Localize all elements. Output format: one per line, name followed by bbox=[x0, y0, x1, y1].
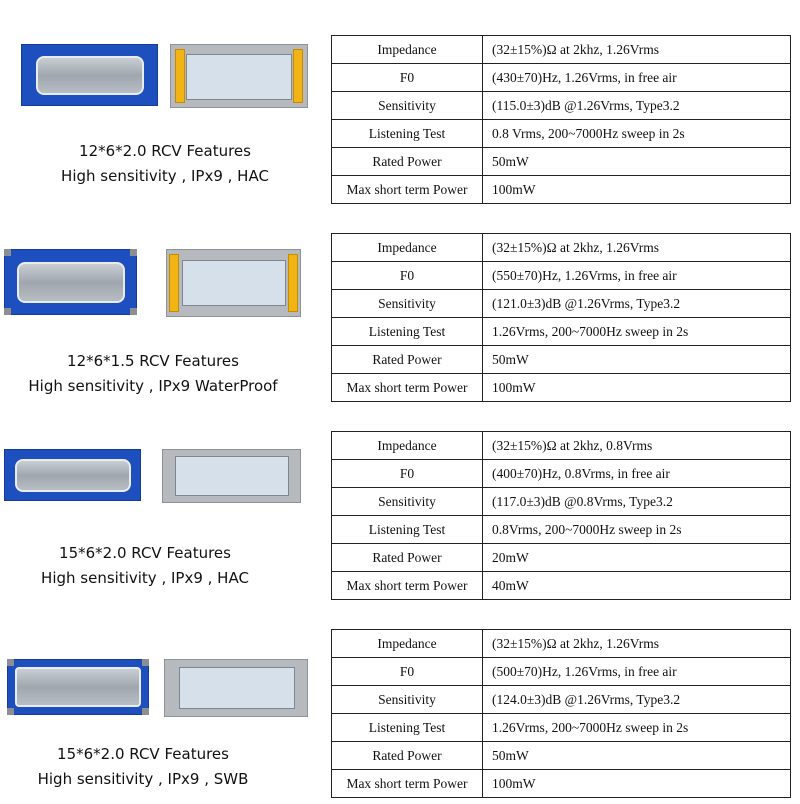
spec-label: F0 bbox=[332, 64, 483, 92]
product-title: 12*6*1.5 RCV Features bbox=[67, 352, 239, 370]
spec-value: 0.8Vrms, 200~7000Hz sweep in 2s bbox=[483, 516, 791, 544]
spec-label: F0 bbox=[332, 460, 483, 488]
table-row bbox=[332, 374, 791, 402]
table-row bbox=[332, 686, 791, 714]
table-row bbox=[332, 714, 791, 742]
spec-value: (400±70)Hz, 0.8Vrms, in free air bbox=[483, 460, 791, 488]
spec-value: (124.0±3)dB @1.26Vrms, Type3.2 bbox=[483, 686, 791, 714]
table-row bbox=[332, 488, 791, 516]
spec-value: 100mW bbox=[483, 374, 791, 402]
receiver-back-image bbox=[166, 249, 301, 317]
spec-label: Impedance bbox=[332, 432, 483, 460]
spec-value: (121.0±3)dB @1.26Vrms, Type3.2 bbox=[483, 290, 791, 318]
spec-table bbox=[331, 629, 791, 798]
spec-label: Sensitivity bbox=[332, 686, 483, 714]
spec-value: 40mW bbox=[483, 572, 791, 600]
table-row bbox=[332, 290, 791, 318]
spec-label: Sensitivity bbox=[332, 92, 483, 120]
spec-label: Sensitivity bbox=[332, 290, 483, 318]
spec-value: 50mW bbox=[483, 148, 791, 176]
table-row bbox=[332, 64, 791, 92]
product-caption bbox=[0, 349, 318, 399]
spec-value: (32±15%)Ω at 2khz, 1.26Vrms bbox=[483, 630, 791, 658]
spec-label: Rated Power bbox=[332, 742, 483, 770]
spec-label: Max short term Power bbox=[332, 176, 483, 204]
spec-label: Max short term Power bbox=[332, 770, 483, 798]
spec-value: 100mW bbox=[483, 770, 791, 798]
receiver-front-image bbox=[21, 44, 158, 106]
product-block bbox=[0, 629, 800, 799]
product-block bbox=[0, 431, 800, 601]
table-row bbox=[332, 234, 791, 262]
spec-label: Rated Power bbox=[332, 148, 483, 176]
table-row bbox=[332, 346, 791, 374]
table-row bbox=[332, 460, 791, 488]
spec-value: (32±15%)Ω at 2khz, 1.26Vrms bbox=[483, 234, 791, 262]
spec-label: Impedance bbox=[332, 36, 483, 64]
product-title: 12*6*2.0 RCV Features bbox=[79, 142, 251, 160]
table-row bbox=[332, 658, 791, 686]
product-subtitle: High sensitivity , IPx9 , HAC bbox=[61, 167, 269, 185]
table-row bbox=[332, 630, 791, 658]
spec-label: Impedance bbox=[332, 234, 483, 262]
spec-label: Listening Test bbox=[332, 516, 483, 544]
table-row bbox=[332, 572, 791, 600]
table-row bbox=[332, 544, 791, 572]
spec-label: F0 bbox=[332, 658, 483, 686]
spec-value: 0.8 Vrms, 200~7000Hz sweep in 2s bbox=[483, 120, 791, 148]
product-subtitle: High sensitivity , IPx9 , SWB bbox=[37, 770, 249, 788]
spec-value: 1.26Vrms, 200~7000Hz sweep in 2s bbox=[483, 714, 791, 742]
product-subtitle: High sensitivity , IPx9 WaterProof bbox=[28, 377, 278, 395]
spec-value: (430±70)Hz, 1.26Vrms, in free air bbox=[483, 64, 791, 92]
table-row bbox=[332, 176, 791, 204]
spec-table bbox=[331, 35, 791, 204]
spec-value: (115.0±3)dB @1.26Vrms, Type3.2 bbox=[483, 92, 791, 120]
spec-label: Listening Test bbox=[332, 120, 483, 148]
receiver-back-image bbox=[170, 44, 308, 108]
spec-value: 50mW bbox=[483, 346, 791, 374]
spec-label: F0 bbox=[332, 262, 483, 290]
spec-label: Listening Test bbox=[332, 318, 483, 346]
receiver-front-image bbox=[4, 249, 137, 315]
spec-label: Max short term Power bbox=[332, 374, 483, 402]
spec-label: Rated Power bbox=[332, 346, 483, 374]
spec-label: Impedance bbox=[332, 630, 483, 658]
receiver-back-image bbox=[164, 659, 308, 717]
spec-value: 50mW bbox=[483, 742, 791, 770]
spec-value: (32±15%)Ω at 2khz, 0.8Vrms bbox=[483, 432, 791, 460]
receiver-back-image bbox=[162, 449, 301, 503]
product-block bbox=[0, 233, 800, 403]
table-row bbox=[332, 120, 791, 148]
spec-value: (500±70)Hz, 1.26Vrms, in free air bbox=[483, 658, 791, 686]
table-row bbox=[332, 516, 791, 544]
spec-label: Max short term Power bbox=[332, 572, 483, 600]
table-row bbox=[332, 148, 791, 176]
spec-label: Sensitivity bbox=[332, 488, 483, 516]
product-title: 15*6*2.0 RCV Features bbox=[57, 745, 229, 763]
product-title: 15*6*2.0 RCV Features bbox=[59, 544, 231, 562]
table-row bbox=[332, 36, 791, 64]
spec-table bbox=[331, 233, 791, 402]
spec-value: 20mW bbox=[483, 544, 791, 572]
product-caption bbox=[0, 541, 310, 591]
spec-value: (550±70)Hz, 1.26Vrms, in free air bbox=[483, 262, 791, 290]
table-row bbox=[332, 432, 791, 460]
spec-value: 1.26Vrms, 200~7000Hz sweep in 2s bbox=[483, 318, 791, 346]
spec-value: (32±15%)Ω at 2khz, 1.26Vrms bbox=[483, 36, 791, 64]
spec-label: Listening Test bbox=[332, 714, 483, 742]
table-row bbox=[332, 770, 791, 798]
product-subtitle: High sensitivity , IPx9 , HAC bbox=[41, 569, 249, 587]
product-block bbox=[0, 35, 800, 205]
table-row bbox=[332, 92, 791, 120]
table-row bbox=[332, 262, 791, 290]
table-row bbox=[332, 742, 791, 770]
spec-table bbox=[331, 431, 791, 600]
product-caption bbox=[0, 742, 308, 792]
receiver-front-image bbox=[4, 449, 141, 501]
table-row bbox=[332, 318, 791, 346]
product-caption bbox=[0, 139, 330, 189]
receiver-front-image bbox=[7, 659, 149, 715]
spec-value: (117.0±3)dB @0.8Vrms, Type3.2 bbox=[483, 488, 791, 516]
spec-value: 100mW bbox=[483, 176, 791, 204]
spec-label: Rated Power bbox=[332, 544, 483, 572]
